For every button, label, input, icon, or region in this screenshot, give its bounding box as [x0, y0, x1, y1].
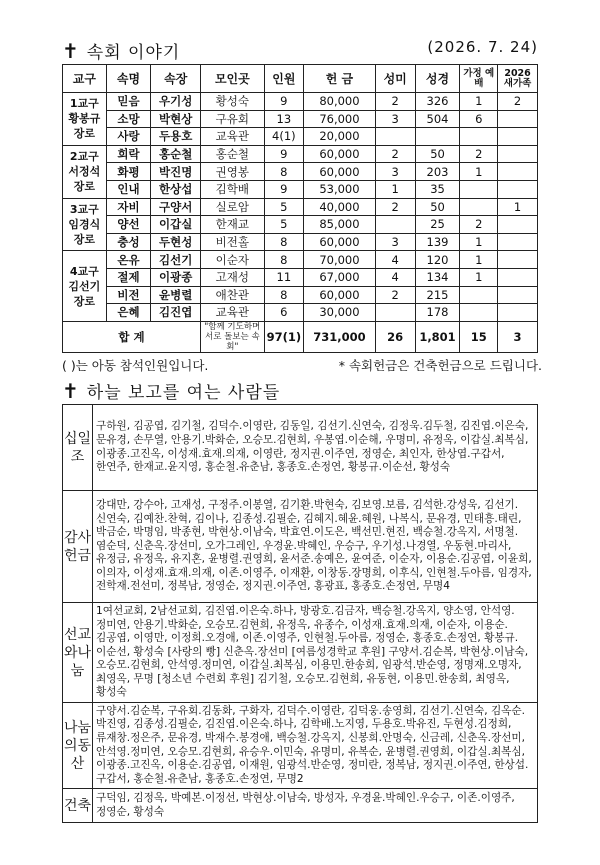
cell-name: 인내 [106, 180, 151, 198]
home-worship [460, 286, 498, 304]
cell-leader: 구양서 [151, 198, 201, 216]
rice [375, 216, 415, 234]
home-worship [460, 198, 498, 216]
col-header: 2026 새가족 [498, 65, 538, 93]
col-header: 인원 [264, 65, 304, 93]
cell-name: 절제 [106, 268, 151, 286]
district-cell: 3교구 임경식 장로 [63, 198, 107, 251]
newcomers [498, 180, 538, 198]
offering: 67,000 [304, 268, 376, 286]
offering: 60,000 [304, 233, 376, 251]
bible: 50 [415, 145, 460, 163]
offering-row [63, 789, 538, 823]
bible: 120 [415, 251, 460, 269]
table-row [63, 251, 538, 269]
attendance: 13 [264, 110, 304, 128]
donor-list: 구양서.김순복, 구유회.김동화, 구화자, 김덕수.이영란, 김덕웅.송영희, 김선기.신연숙, 김옥순.박진영, 김종성.김필순, 김진엽.이은숙.하나, 김학배.노지영, 두용호.박유진, 두현성.김정희, 류재창.정은주, 문유경, 박재수.봉경애, 백승철.강옥지, 신봉희.안명숙, 신금레, 신춘옥.장선미, 안석영.정미연, 오승모.김현희, 유승우.이민숙, 유명미, 유복순, 윤병렬.권영희, 이갑실.최복심, 이광종.고진옥, 이용순.김공엽, 이재원, 임광석.반순영, 정미란, 정복남, 정지권.이주연, 한상섭.구갑서, 홍순철.유춘남, 홍종호.손정연, 무명2 [93, 703, 538, 789]
table-row [63, 93, 538, 111]
rice: 2 [375, 286, 415, 304]
meeting-place: 한재교 [201, 216, 265, 234]
meeting-place: 실로암 [201, 198, 265, 216]
attendance: 9 [264, 145, 304, 163]
newcomers [498, 251, 538, 269]
category-thanksgiving: 감사헌금 [63, 491, 93, 603]
total-newcomers: 3 [498, 321, 538, 352]
newcomers [498, 233, 538, 251]
offering-row [63, 405, 538, 491]
table-row [63, 304, 538, 322]
meeting-place: 황성숙 [201, 93, 265, 111]
cell-leader: 김선기 [151, 251, 201, 269]
offering: 40,000 [304, 198, 376, 216]
meeting-place: 비전홀 [201, 233, 265, 251]
offering: 60,000 [304, 286, 376, 304]
category-sharing: 나눔의동산 [63, 703, 93, 789]
bible: 326 [415, 93, 460, 111]
rice: 1 [375, 180, 415, 198]
donor-list: 구하원, 김공엽, 김기철, 김덕수.이영란, 김동일, 김선기.신연숙, 김정욱.김두철, 김진엽.이은숙, 문유경, 손무열, 안용기.박화순, 오승모.김현희, 우봉엽.이순해, 우명미, 유정옥, 이갑실.최복심, 이광종.고진옥, 이성재.효재.의재, 이영란, 정지권.이주연, 정영순, 최인자, 한상엽.구갑서, 한연주, 한재교.윤지영, 홍순철.유춘남, 홍종호.손정연, 황봉규.이순선, 황성숙 [93, 405, 538, 491]
cell-name: 온유 [106, 251, 151, 269]
cell-leader: 김진엽 [151, 304, 201, 322]
rice: 3 [375, 163, 415, 181]
cell-name: 소망 [106, 110, 151, 128]
col-header: 속명 [106, 65, 151, 93]
cell-leader: 박진명 [151, 163, 201, 181]
district-cell: 1교구 황봉규 장로 [63, 93, 107, 146]
cell-leader: 두용호 [151, 128, 201, 146]
note-offering: * 속회헌금은 건축헌금으로 드립니다. [338, 358, 542, 373]
cell-group-table [62, 64, 538, 353]
col-header: 성미 [375, 65, 415, 93]
cell-leader: 한상섭 [151, 180, 201, 198]
attendance: 8 [264, 251, 304, 269]
offering: 70,000 [304, 251, 376, 269]
newcomers [498, 304, 538, 322]
rice: 4 [375, 251, 415, 269]
cross-icon: ✝ [62, 38, 79, 63]
total-label: 합 계 [63, 321, 201, 352]
table-row [63, 180, 538, 198]
cell-leader: 두현성 [151, 233, 201, 251]
rice: 4 [375, 268, 415, 286]
attendance: 6 [264, 304, 304, 322]
meeting-place: 교육관 [201, 128, 265, 146]
report-date: (2026. 7. 24) [427, 38, 538, 56]
rice: 3 [375, 233, 415, 251]
rice [375, 304, 415, 322]
home-worship: 2 [460, 216, 498, 234]
bible: 50 [415, 198, 460, 216]
total-offering: 731,000 [304, 321, 376, 352]
newcomers [498, 145, 538, 163]
rice: 2 [375, 93, 415, 111]
cell-leader: 이광종 [151, 268, 201, 286]
rice [375, 128, 415, 146]
bible: 203 [415, 163, 460, 181]
attendance: 5 [264, 198, 304, 216]
table-row [63, 145, 538, 163]
bible: 139 [415, 233, 460, 251]
cell-leader: 윤병렬 [151, 286, 201, 304]
bible [415, 128, 460, 146]
offering: 76,000 [304, 110, 376, 128]
cell-name: 자비 [106, 198, 151, 216]
newcomers [498, 268, 538, 286]
offerings-table [62, 404, 538, 823]
cell-name: 희락 [106, 145, 151, 163]
col-header: 성경 [415, 65, 460, 93]
bible: 178 [415, 304, 460, 322]
meeting-place: 홍순철 [201, 145, 265, 163]
home-worship: 2 [460, 145, 498, 163]
home-worship: 1 [460, 93, 498, 111]
table-row [63, 110, 538, 128]
table-row [63, 286, 538, 304]
donor-list: 1여선교회, 2남선교회, 김진엽.이은숙.하나, 방광호.김금자, 백승철.강옥지, 양소영, 안석영.정미연, 안용기.박화순, 오승모.김현희, 유정옥, 유종수, 이성재.효재.의재, 이순자, 이용순.김공엽, 이영만, 이정희.오경애, 이존.이영주, 인현철.두아름, 정영순, 홍종호.손정연, 황봉규.이순선, 황성숙 [사랑의 빵] 신춘옥.장선미 [여름성경학교 후원] 구양서.김순복, 박현상.이남숙, 오승모.김현희, 안석영.정미연, 이갑실.최복심, 이용민.한송희, 임광석.반순영, 정명재.오명자, 최영옥, 무명 [청소년 수련회 후원] 김기철, 오승모.김현희, 유동현, 이용민.한송희, 최영옥, 황성숙 [93, 603, 538, 703]
offering: 80,000 [304, 93, 376, 111]
col-header: 모인곳 [201, 65, 265, 93]
total-people: 97(1) [264, 321, 304, 352]
table-header-row [63, 65, 538, 93]
home-worship [460, 180, 498, 198]
cell-leader: 박현상 [151, 110, 201, 128]
home-worship: 6 [460, 110, 498, 128]
cell-name: 화평 [106, 163, 151, 181]
bible: 35 [415, 180, 460, 198]
col-header: 속장 [151, 65, 201, 93]
col-header: 헌 금 [304, 65, 376, 93]
newcomers [498, 110, 538, 128]
total-worship: 15 [460, 321, 498, 352]
total-bible: 1,801 [415, 321, 460, 352]
cross-icon: ✝ [62, 378, 79, 403]
attendance: 8 [264, 233, 304, 251]
meeting-place: 고재성 [201, 268, 265, 286]
meeting-place: 구유회 [201, 110, 265, 128]
cell-name: 비전 [106, 286, 151, 304]
cell-name: 믿음 [106, 93, 151, 111]
home-worship [460, 128, 498, 146]
home-worship [460, 304, 498, 322]
district-cell: 4교구 김선기 장로 [63, 251, 107, 321]
rice: 2 [375, 198, 415, 216]
table-notes [62, 356, 542, 374]
donor-list: 강대만, 강수아, 고재성, 구정주.이봉열, 김기환.박현숙, 김보영.보름, 김석한.강성욱, 김선기.신연숙, 김예찬.찬혁, 김이나, 김종성.김필순, 김혜지.혜윤.혜원, 나복식, 문유경, 민태흥.태린, 박금순, 박명임, 박종현, 박현상.이남숙, 박효연.이도은, 백선민.현진, 백승철.강옥지, 서명철.염순덕, 신춘옥.장선미, 오가그레인, 우경윤.박혜인, 우승구, 우기성.나경열, 우동현.마리사, 유정금, 유정옥, 유지혼, 윤병렬.권영희, 윤서준.송예은, 윤여준, 이순자, 이용순.김공엽, 이윤희, 이의자, 이성재.효재.의재, 이존.이영주, 이재환, 이창동.장명희, 이후식, 인현철.두아름, 임경자, 전학재.전선미, 정복남, 정영순, 정지권.이주연, 홍광표, 홍종호.손정연, 무명4 [93, 491, 538, 603]
total-row [63, 321, 538, 352]
bible: 134 [415, 268, 460, 286]
newcomers [498, 128, 538, 146]
newcomers [498, 286, 538, 304]
offering-row [63, 491, 538, 603]
attendance: 4(1) [264, 128, 304, 146]
attendance: 9 [264, 93, 304, 111]
cell-name: 양선 [106, 216, 151, 234]
section-title: 하늘 보고를 여는 사람들 [86, 383, 281, 403]
bible: 504 [415, 110, 460, 128]
section-header-offerings [62, 378, 280, 403]
offering: 53,000 [304, 180, 376, 198]
offering: 85,000 [304, 216, 376, 234]
section-title: 속회 이야기 [86, 43, 181, 63]
rice: 3 [375, 110, 415, 128]
category-tithe: 십일조 [63, 405, 93, 491]
category-building: 건축 [63, 789, 93, 823]
newcomers [498, 163, 538, 181]
cell-name: 사랑 [106, 128, 151, 146]
table-row [63, 163, 538, 181]
donor-list: 구덕임, 김정옥, 박예본.이정선, 박현상.이남숙, 방성자, 우경윤.박혜인.우승구, 이존.이영주, 정영순, 황성숙 [93, 789, 538, 823]
newcomers: 2 [498, 93, 538, 111]
cell-leader: 우기성 [151, 93, 201, 111]
home-worship: 1 [460, 163, 498, 181]
district-cell: 2교구 서정석 장로 [63, 145, 107, 198]
meeting-place: 애찬관 [201, 286, 265, 304]
attendance: 5 [264, 216, 304, 234]
cell-leader: 홍순철 [151, 145, 201, 163]
attendance: 11 [264, 268, 304, 286]
section-header-cell-stories [62, 38, 180, 63]
bible: 25 [415, 216, 460, 234]
cell-name: 충성 [106, 233, 151, 251]
attendance: 8 [264, 163, 304, 181]
offering: 60,000 [304, 163, 376, 181]
table-row [63, 233, 538, 251]
rice: 2 [375, 145, 415, 163]
offering-row [63, 703, 538, 789]
total-rice: 26 [375, 321, 415, 352]
col-header: 가정 예배 [460, 65, 498, 93]
cell-name: 은혜 [106, 304, 151, 322]
table-row [63, 268, 538, 286]
table-row [63, 198, 538, 216]
bible: 215 [415, 286, 460, 304]
total-motto: "함께 기도하며 서로 돌보는 속회" [201, 321, 265, 352]
meeting-place: 김학배 [201, 180, 265, 198]
offering-row [63, 603, 538, 703]
meeting-place: 권영봉 [201, 163, 265, 181]
newcomers [498, 216, 538, 234]
meeting-place: 교육관 [201, 304, 265, 322]
cell-leader: 이갑실 [151, 216, 201, 234]
attendance: 8 [264, 286, 304, 304]
col-header: 교구 [63, 65, 107, 93]
offering: 60,000 [304, 145, 376, 163]
attendance: 9 [264, 180, 304, 198]
home-worship: 1 [460, 233, 498, 251]
table-row [63, 216, 538, 234]
newcomers: 1 [498, 198, 538, 216]
table-row [63, 128, 538, 146]
home-worship: 1 [460, 268, 498, 286]
note-children: ( )는 아동 참석인원입니다. [62, 358, 209, 373]
home-worship: 1 [460, 251, 498, 269]
meeting-place: 이순자 [201, 251, 265, 269]
category-mission: 선교와나눔 [63, 603, 93, 703]
offering: 20,000 [304, 128, 376, 146]
offering: 30,000 [304, 304, 376, 322]
